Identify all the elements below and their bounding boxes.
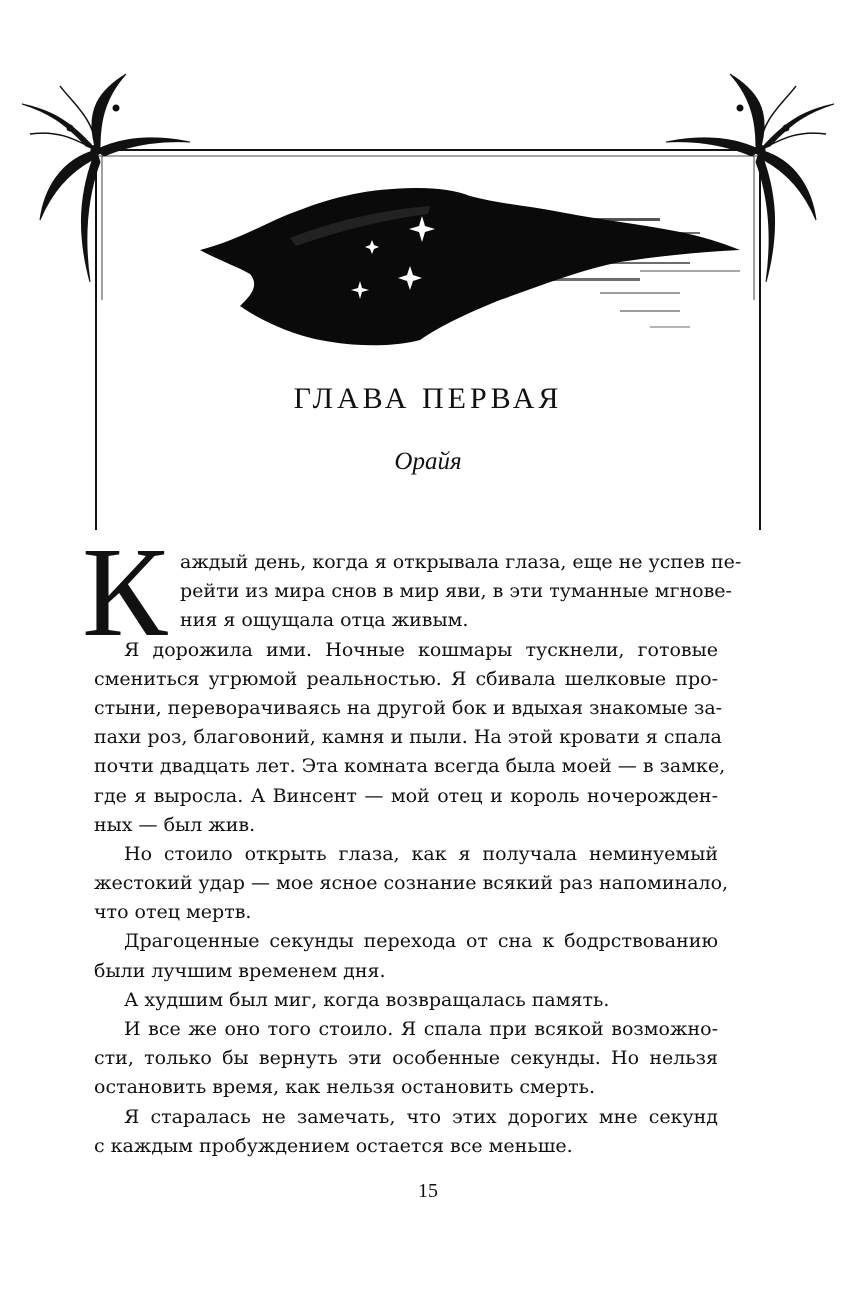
text-line: где я выросла. А Винсент — мой отец и король ночерожден-: [94, 784, 718, 807]
right-corner-ornament: [666, 74, 834, 282]
text-line: ния я ощущала отца живым.: [180, 609, 469, 632]
text-line: почти двадцать лет. Эта комната всегда была моей — в замке,: [94, 755, 726, 778]
star-icons: [351, 216, 435, 299]
text-line: остановить время, как нельзя остановить смерть.: [94, 1076, 596, 1099]
ink-brush-smear: [200, 188, 740, 345]
text-line: рейти из мира снов в мир яви, в эти туманные мгнове-: [180, 580, 732, 603]
text-line: что отец мертв.: [94, 901, 252, 924]
left-corner-ornament: [22, 74, 190, 282]
page-frame-ornament: [0, 0, 856, 560]
chapter-subtitle: Орайя: [394, 448, 462, 475]
text-line: стыни, переворачиваясь на другой бок и вдыхая знакомые за-: [94, 696, 723, 719]
text-line: ных — был жив.: [94, 813, 256, 836]
text-line: Я дорожила ими. Ночные кошмары тускнели, готовые: [124, 638, 718, 661]
chapter-title: ГЛАВА ПЕРВАЯ: [293, 382, 563, 415]
text-line: аждый день, когда я открывала глаза, еще не успев пе-: [180, 551, 742, 573]
text-line: Драгоценные секунды перехода от сна к бодрствованию: [124, 930, 718, 953]
text-line: были лучшим временем дня.: [94, 959, 386, 982]
text-line: А худшим был миг, когда возвращалась память.: [124, 988, 610, 1011]
text-line: Но стоило открыть глаза, как я получала неминуемый: [124, 842, 718, 865]
chapter-body: [94, 548, 742, 1161]
text-line: с каждым пробуждением остается все меньше.: [94, 1134, 573, 1157]
text-line: сти, только бы вернуть эти особенные секунды. Но нельзя: [94, 1047, 718, 1070]
text-line: смениться угрюмой реальностью. Я сбивала шелковые про-: [94, 667, 718, 690]
text-line: Я старалась не замечать, что этих дорогих мне секунд: [124, 1105, 718, 1128]
text-line: жестокий удар — мое ясное сознание всякий раз напоминало,: [94, 872, 729, 895]
drop-cap: К: [82, 521, 168, 663]
text-line: И все же оно того стоило. Я спала при всякой возможно-: [124, 1018, 718, 1040]
page-number: 15: [418, 1180, 438, 1202]
text-line: пахи роз, благовоний, камня и пыли. На этой кровати я спала: [94, 726, 722, 749]
